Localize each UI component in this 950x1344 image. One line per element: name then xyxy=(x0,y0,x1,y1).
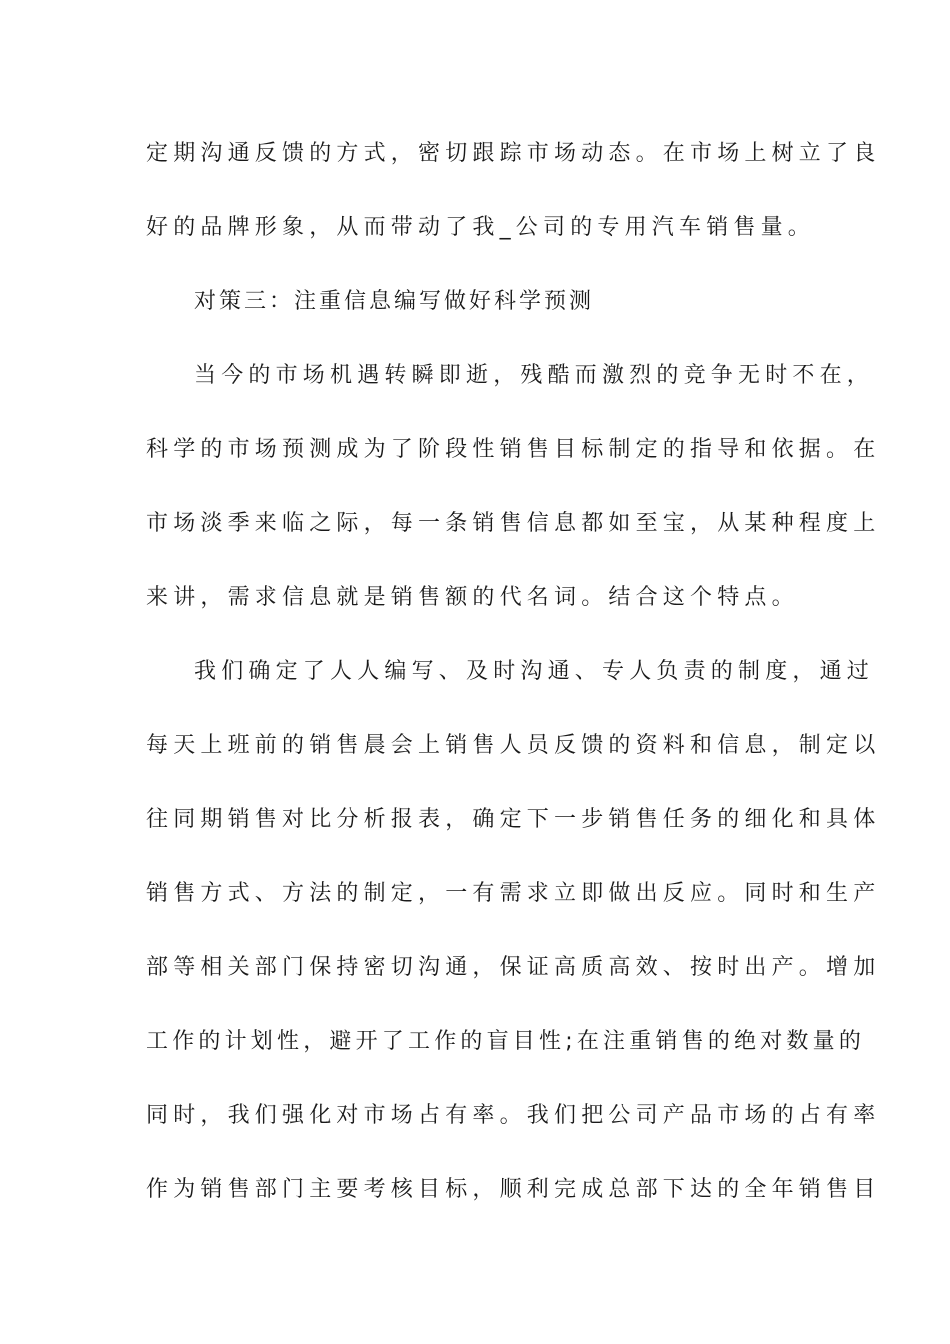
text-line: 往同期销售对比分析报表，确定下一步销售任务的细化和具体 xyxy=(146,807,881,832)
text-line: 我们确定了人人编写、及时沟通、专人负责的制度，通过 xyxy=(194,659,875,684)
text-line: 销售方式、方法的制定，一有需求立即做出反应。同时和生产 xyxy=(146,881,881,906)
text-line: 好的品牌形象，从而带动了我_公司的专用汽车销售量。 xyxy=(146,215,816,240)
text-line: 科学的市场预测成为了阶段性销售目标制定的指导和依据。在 xyxy=(146,437,881,462)
text-line: 定期沟通反馈的方式，密切跟踪市场动态。在市场上树立了良 xyxy=(146,141,881,166)
text-line: 同时，我们强化对市场占有率。我们把公司产品市场的占有率 xyxy=(146,1103,881,1128)
text-line: 每天上班前的销售晨会上销售人员反馈的资料和信息，制定以 xyxy=(146,733,881,758)
text-line: 作为销售部门主要考核目标，顺利完成总部下达的全年销售目 xyxy=(146,1177,881,1202)
text-line: 来讲，需求信息就是销售额的代名词。结合这个特点。 xyxy=(146,585,799,610)
text-line: 当今的市场机遇转瞬即逝，残酷而激烈的竞争无时不在， xyxy=(194,363,875,388)
text-line: 部等相关部门保持密切沟通，保证高质高效、按时出产。增加 xyxy=(146,955,881,980)
text-line: 市场淡季来临之际，每一条销售信息都如至宝，从某种程度上 xyxy=(146,511,881,536)
section-heading: 对策三：注重信息编写做好科学预测 xyxy=(194,289,595,314)
text-line: 工作的计划性，避开了工作的盲目性;在注重销售的绝对数量的 xyxy=(146,1029,866,1054)
